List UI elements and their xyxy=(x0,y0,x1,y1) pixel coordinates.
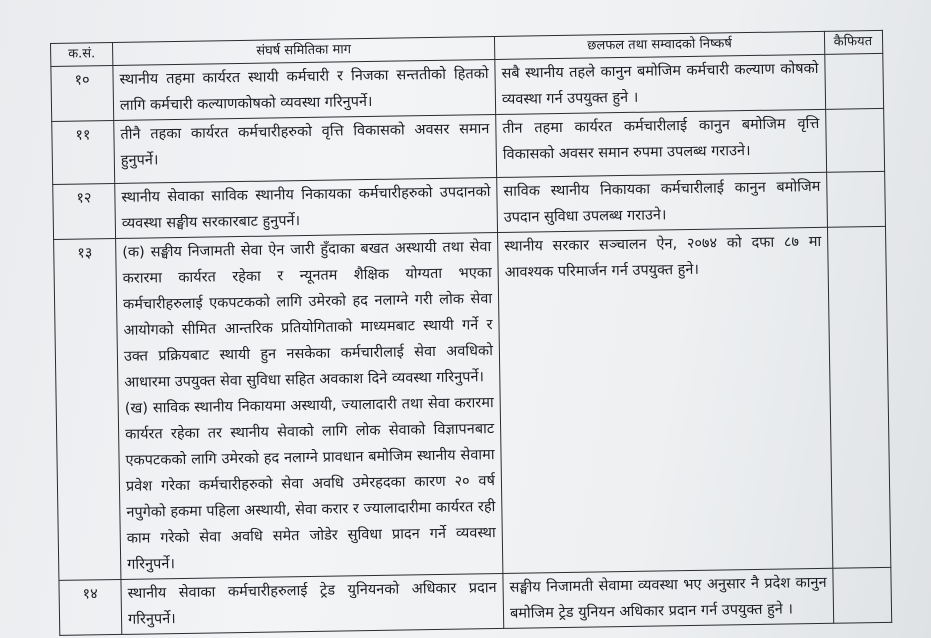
row-demand: तीनै तहका कार्यरत कर्मचारीहरुको वृत्ति विकासको अवसर समान हुनुपर्ने। xyxy=(114,115,497,184)
row-conclusion: सङ्घीय निजामती सेवामा व्यवस्था भए अनुसार नै प्रदेश कानुन बमोजिम ट्रेड युनियन अधिकार प्रदान गर्न उपयुक्त हुने । xyxy=(503,568,834,628)
demand-part-b: (ख) साविक स्थानीय निकायमा अस्थायी, ज्यालादारी तथा सेवा करारमा कार्यरत रहेका तर स्थानीय सेवाको लागि लोक सेवाको विज्ञापनबाट एकपटकको लागि उमेरको हद नलाग्ने प्रावधान बमोजिम स्थानीय सेवामा प्रवेश गरेका कर्मचारीहरुको सेवा अवधि उमेरहदका कारण २० वर्ष नपुगेको हकमा पहिला अस्थायी, सेवा करार र ज्यालादारीमा कार्यरत रही काम गरेको सेवा अवधि समेत जोडेर सुविधा प्रादन गर्ने व्यवस्था गरिनुपर्ने। xyxy=(124,395,496,573)
row-remarks xyxy=(826,108,885,172)
row-conclusion: स्थानीय सरकार सञ्चालन ऐन, २०७४ को दफा ८७ मा आवश्यक परिमार्जन गर्न उपयुक्त हुने। xyxy=(498,227,833,573)
row-serial-number: ११ xyxy=(52,121,115,185)
row-remarks xyxy=(827,226,890,568)
header-conclusion: छलफल तथा सम्वादको निष्कर्ष xyxy=(494,31,824,59)
row-remarks xyxy=(825,53,884,109)
demands-table xyxy=(50,30,892,636)
demand-part-a: (क) सङ्घीय निजामती सेवा ऐन जारी हुँदाका बखत अस्थायी तथा सेवा करारमा कार्यरत रहेका र न्यूनतम शैक्षिक योग्यता भएका कर्मचारीहरुलाई एकपटकको लागि उमेरको हद नलाग्ने गरी लोक सेवा आयोगको सीमित आन्तरिक प्रतियोगिताको माध्यमबाट स्थायी गर्ने र उक्त प्रक्रियबाट स्थायी हुन नसकेका कर्मचारीलाई सेवा अवधिको आधारमा उपयुक्त सेवा सुविधा सहित अवकाश दिने व्यवस्था गरिनुपर्ने। xyxy=(122,239,494,391)
row-demand xyxy=(116,232,503,579)
row-demand: स्थानीय सेवाका कर्मचारीहरुलाई ट्रेड युनियनको अधिकार प्रदान गरिनुपर्ने। xyxy=(121,573,504,634)
table-row xyxy=(59,567,892,635)
row-serial-number: १३ xyxy=(54,238,121,580)
row-demand: स्थानीय तहमा कार्यरत स्थायी कर्मचारी र निजका सन्ततीको हितको लागि कर्मचारी कल्याणकोषको व्यवस्था गरिनुपर्ने। xyxy=(113,60,496,121)
row-remarks xyxy=(827,171,886,227)
table-row xyxy=(54,226,891,580)
row-serial-number: १४ xyxy=(59,579,122,635)
header-serial-number: क.सं. xyxy=(51,43,113,67)
header-remarks: कैफियत xyxy=(824,30,882,54)
row-serial-number: १२ xyxy=(53,184,116,240)
header-demands: संघर्ष समितिका माग xyxy=(113,37,495,66)
row-conclusion: साविक स्थानीय निकायका कर्मचारीलाई कानुन बमोजिम उपदान सुविधा उपलब्ध गराउने। xyxy=(497,172,828,232)
row-serial-number: १० xyxy=(51,66,114,122)
row-conclusion: सबै स्थानीय तहले कानुन बमोजिम कर्मचारी कल्याण कोषको व्यवस्था गर्न उपयुक्त हुने । xyxy=(495,54,826,114)
row-conclusion: तीन तहमा कार्यरत कर्मचारीलाई कानुन बमोजिम वृत्ति विकासको अवसर समान रुपमा उपलब्ध गराउने। xyxy=(496,109,827,177)
row-remarks xyxy=(833,567,892,623)
row-demand: स्थानीय सेवाका साविक स्थानीय निकायका कर्मचारीहरुको उपदानको व्यवस्था सङ्घीय सरकारबाट हुनुपर्ने। xyxy=(115,178,498,239)
